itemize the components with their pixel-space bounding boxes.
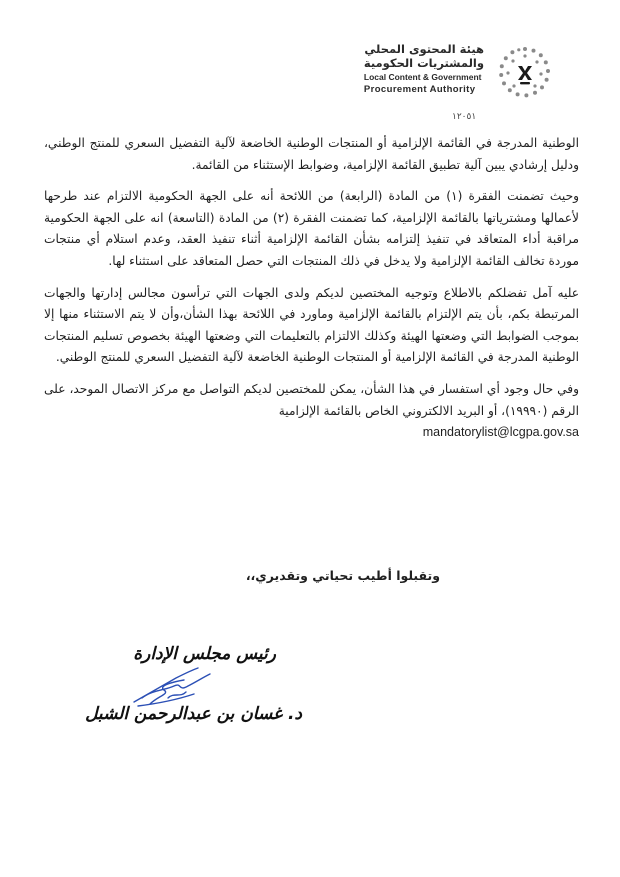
org-name-ar-line1: هيئة المحتوى المحلي (364, 42, 484, 56)
paragraph-2: وحيث تضمنت الفقرة (١) من المادة (الرابعة) من اللائحة أنه على الجهة الحكومية الالتزام عند طرحها لأعمالها ومشترياتها بالقائمة الإلزامية، كما تضمنت الفقرة (٢) من المادة (التاسعة) انه على الجهة الحكومية مراقبة أداء المتعاقد في تنفيذ إلتزامه بشأن القائمة الإلزامية أثناء تنفيذ العقد، وعدم استلام أي منتجات موردة تخالف القائمة الإلزامية ولا يدخل في ذلك المنتجات التي حصل المتعاقد على استثناء لها. (44, 189, 579, 268)
paragraph-4: وفي حال وجود أي استفسار في هذا الشأن، يمكن للمختصين لديكم التواصل مع مركز الاتصال الموحد، على الرقم (١٩٩٩٠)، أو البريد الالكتروني الخاص بالقائمة الإلزامية (44, 381, 579, 418)
letterhead (364, 42, 552, 100)
org-name-block (364, 42, 484, 95)
org-name-ar-line2: والمشتريات الحكومية (363, 56, 484, 70)
signatory-title: رئيس مجلس الإدارة (133, 644, 276, 664)
signatory-name: د. غسان بن عبدالرحمن الشبل (85, 704, 302, 724)
closing-line: وتقبلوا أطيب تحياتي وتقديري،، (245, 568, 440, 583)
org-name-en-line2: Procurement Authority (363, 83, 476, 95)
letter-body (44, 133, 579, 456)
lcgpa-logo-icon (498, 46, 552, 100)
reference-number: ١٢٠٥١ (452, 112, 477, 122)
paragraph-1: الوطنية المدرجة في القائمة الإلزامية أو المنتجات الوطنية الخاضعة لآلية التفضيل السعري للمنتج الوطني، ودليل إرشادي يبين آلية تطبيق القائمة الإلزامية، وضوابط الإستثناء من القائمة. (44, 136, 579, 172)
contact-email-link[interactable]: mandatorylist@lcgpa.gov.sa (422, 425, 579, 440)
org-name-en-line1: Local Content & Government (363, 72, 482, 82)
paragraph-3: عليه آمل تفضلكم بالاطلاع وتوجيه المختصين لديكم ولدى الجهات التي ترأسون مجالس إدارتها والجهات المرتبطة بكم، بأن يتم الإلتزام بالقائمة الإلزامية وماورد في اللائحة بهذا الشأن،وأن لا يتم الاستثناء منها إلا بموجب الضوابط التي وضعتها الهيئة وكذلك الالتزام بالتعليمات التي وضعتها الهيئة بخصوص تسليم المنتجات الوطنية المدرجة في القائمة الإلزامية أو المنتجات الوطنية الخاضعة لآلية التفضيل السعري للمنتج الوطني. (44, 285, 579, 365)
